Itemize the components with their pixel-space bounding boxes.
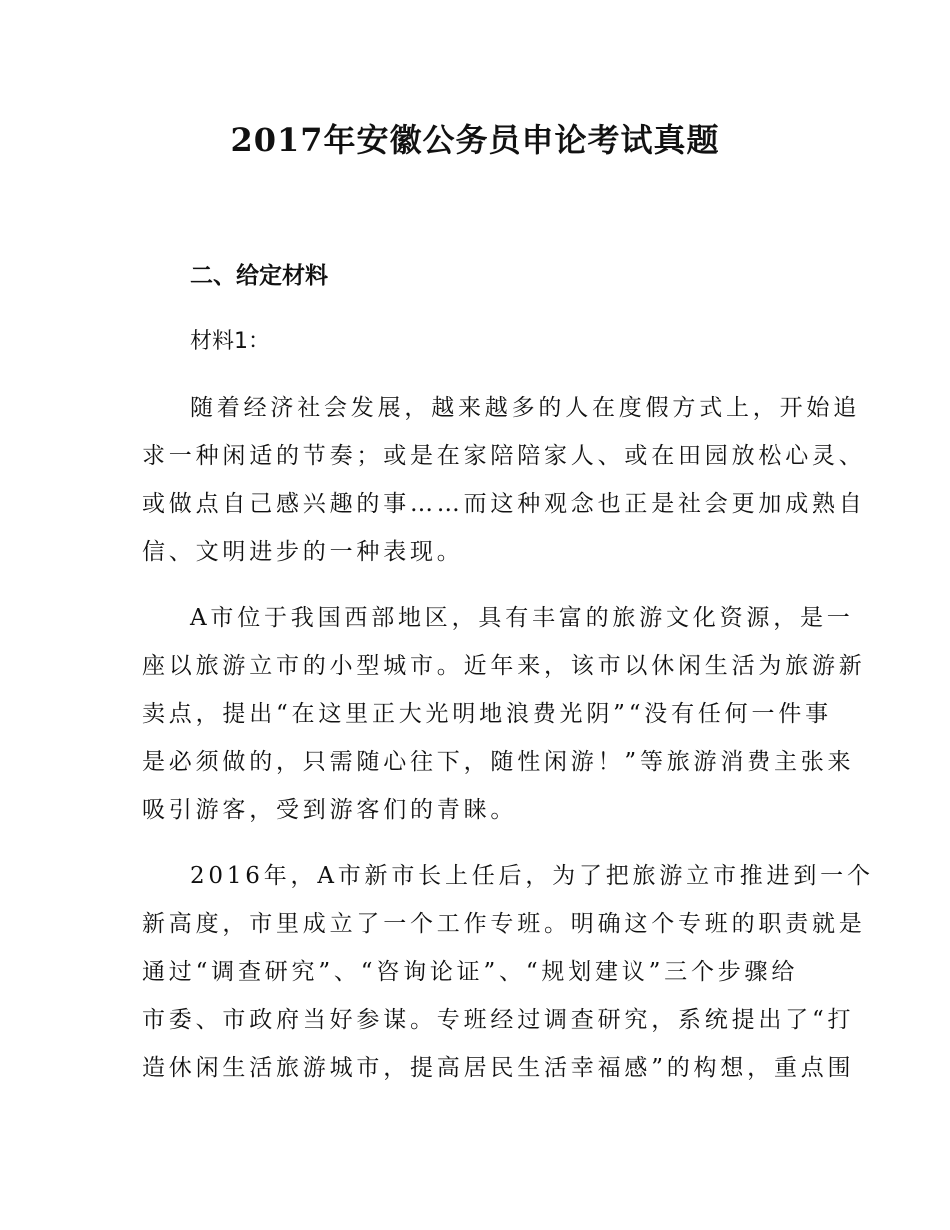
paragraph-line: 座以旅游立市的小型城市。近年来，该市以休闲生活为旅游新 [142, 653, 866, 679]
material-label: 材料1： [190, 329, 270, 354]
paragraph-line: 随着经济社会发展，越来越多的人在度假方式上，开始追 [190, 395, 860, 421]
document-title: 2017年安徽公务员申论考试真题 [230, 121, 720, 159]
section-heading: 二、给定材料 [190, 263, 328, 289]
paragraph-line: 或做点自己感兴趣的事……而这种观念也正是社会更加成熟自 [142, 491, 866, 517]
paragraph-line: 是必须做的，只需随心往下，随性闲游！”等旅游消费主张来 [142, 749, 855, 775]
paragraph-1 [142, 384, 866, 576]
paragraph-line: 市委、市政府当好参谋。专班经过调查研究，系统提出了“打 [142, 1007, 855, 1033]
paragraph-line: 吸引游客，受到游客们的青睐。 [142, 797, 518, 823]
document-body [142, 252, 874, 1092]
paragraph-line: 通过“调查研究”、“咨询论证”、“规划建议”三个步骤给 [142, 959, 799, 985]
paragraph-2 [142, 594, 866, 834]
paragraph-line: 2016年，A市新市长上任后，为了把旅游立市推进到一个 [190, 863, 874, 889]
paragraph-line: 造休闲生活旅游城市，提高居民生活幸福感”的构想，重点围 [142, 1055, 855, 1081]
paragraph-line: A市位于我国西部地区，具有丰富的旅游文化资源，是一 [190, 605, 854, 631]
paragraph-line: 信、文明进步的一种表现。 [142, 539, 464, 565]
paragraph-line: 卖点，提出“在这里正大光明地浪费光阴”“没有任何一件事 [142, 701, 832, 727]
paragraph-3 [142, 852, 874, 1092]
paragraph-line: 求一种闲适的节奏；或是在家陪陪家人、或在田园放松心灵、 [142, 443, 866, 469]
paragraph-line: 新高度，市里成立了一个工作专班。明确这个专班的职责就是 [142, 911, 866, 937]
